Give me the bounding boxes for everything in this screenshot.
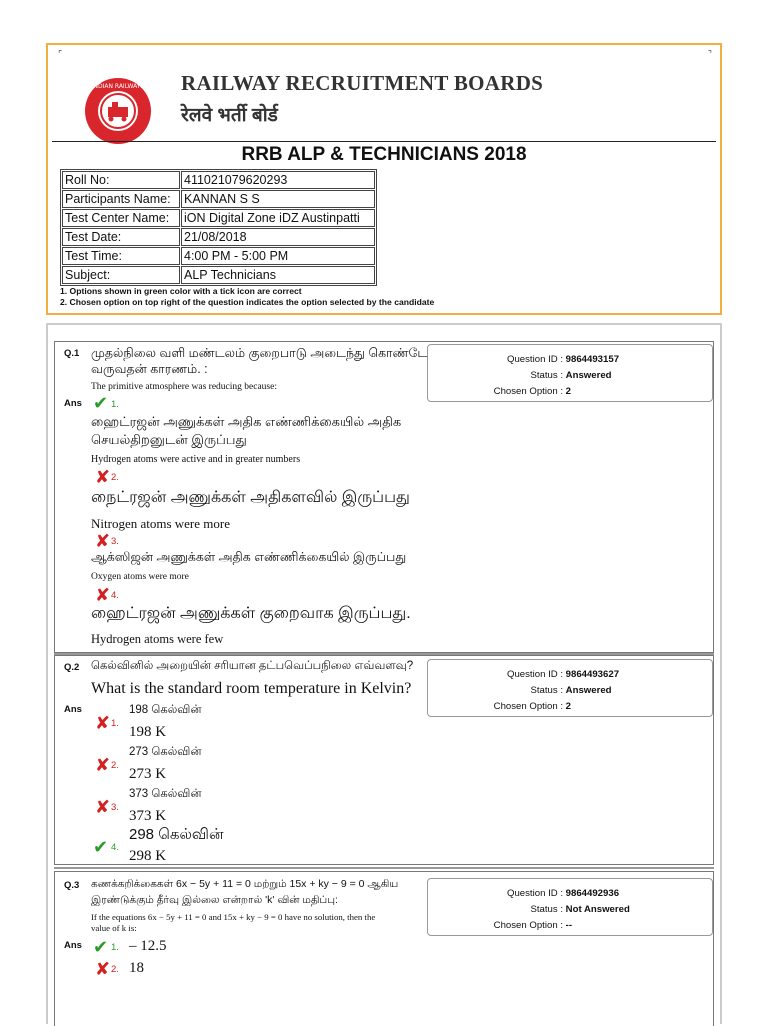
option-text-english: 298 K xyxy=(129,848,167,864)
info-row-date xyxy=(62,228,375,246)
check-icon: ✔ xyxy=(93,937,109,957)
option-number: 3. xyxy=(111,536,119,547)
option-text-tamil: நைட்ரஜன் அணுக்கள் அதிகளவில் இருப்பது xyxy=(91,489,410,506)
questions-card xyxy=(46,323,722,1024)
info-value: ALP Technicians xyxy=(181,266,375,284)
question-text-english: The primitive atmosphere was reducing because: xyxy=(91,382,277,392)
answer-label: Ans xyxy=(64,940,82,951)
option-text-english: Hydrogen atoms were few xyxy=(91,632,224,646)
status-value: Answered xyxy=(565,370,612,381)
chosen-option-label: Chosen Option : xyxy=(493,920,563,931)
option-text-english: 373 K xyxy=(129,808,167,824)
question-text-tamil: கெல்வினில் அறையின் சரியான தட்பவெப்பநிலை எவ்வளவு? xyxy=(91,660,414,672)
info-value: 411021079620293 xyxy=(181,171,375,189)
option-number: 1. xyxy=(111,718,119,729)
exam-title: RRB ALP & TECHNICIANS 2018 xyxy=(241,144,527,165)
info-label: Test Time: xyxy=(62,247,180,265)
option-text-tamil: 273 கெல்வின் xyxy=(129,746,202,758)
option-number: 2. xyxy=(111,964,119,975)
chosen-option-value: 2 xyxy=(565,701,572,712)
header-divider xyxy=(52,141,716,142)
question-text-tamil: வருவதன் காரணம். : xyxy=(91,362,208,376)
option-text-tamil: 373 கெல்வின் xyxy=(129,788,202,800)
railway-logo xyxy=(84,77,152,145)
question-text-tamil: கணக்கறிக்கைகள் 6x − 5y + 11 = 0 மற்றும் 15x + ky − 9 = 0 ஆகிய xyxy=(91,878,399,890)
board-name-hindi: रेलवे भर्ती बोर्ड xyxy=(181,105,278,126)
cross-icon: ✘ xyxy=(95,713,111,733)
cross-icon: ✘ xyxy=(95,959,111,979)
question-panel-1 xyxy=(54,341,714,653)
chosen-option-label: Chosen Option : xyxy=(493,701,563,712)
note-line: 2. Chosen option on top right of the question indicates the option selected by the candidate xyxy=(60,297,435,307)
corner-mark-left: ⌜ xyxy=(58,49,63,59)
info-label: Subject: xyxy=(62,266,180,284)
option-text-tamil: செயல்திறனுடன் இருப்பது xyxy=(91,432,247,447)
option-number: 1. xyxy=(111,399,119,410)
answer-label: Ans xyxy=(64,704,82,715)
option-number: 4. xyxy=(111,842,119,853)
option-text-english: 273 K xyxy=(129,766,167,782)
note-line: 1. Options shown in green color with a tick icon are correct xyxy=(60,286,302,296)
cross-icon: ✘ xyxy=(95,531,111,551)
cross-icon: ✘ xyxy=(95,755,111,775)
option-text-english: Hydrogen atoms were active and in greater numbers xyxy=(91,454,301,465)
option-text-tamil: ஆக்ஸிஜன் அணுக்கள் அதிக எண்ணிக்கையில் இருப்பது xyxy=(91,550,407,564)
status-value: Answered xyxy=(565,685,612,696)
option-text-english: Nitrogen atoms were more xyxy=(91,516,230,531)
candidate-info-table xyxy=(60,169,377,286)
question-meta-box xyxy=(427,878,713,936)
chosen-option-label: Chosen Option : xyxy=(493,386,563,397)
chosen-option-value: -- xyxy=(565,920,573,931)
status-value: Not Answered xyxy=(565,904,630,915)
question-number: Q.3 xyxy=(64,880,80,891)
question-number: Q.1 xyxy=(64,348,80,359)
option-number: 2. xyxy=(111,472,119,483)
status-label: Status : xyxy=(530,370,563,381)
question-id-value: 9864492936 xyxy=(565,888,620,899)
answer-label: Ans xyxy=(64,398,82,409)
question-id-value: 9864493157 xyxy=(565,354,620,365)
question-id-label: Question ID : xyxy=(507,888,563,899)
info-row-time xyxy=(62,247,375,265)
info-value: 21/08/2018 xyxy=(181,228,375,246)
question-id-label: Question ID : xyxy=(507,669,563,680)
option-number: 1. xyxy=(111,942,119,953)
question-text-tamil: இரண்டுக்கும் தீர்வு இல்லை என்றால் 'k' வின் மதிப்பு: xyxy=(91,894,338,906)
info-row-roll xyxy=(62,171,375,189)
question-text-tamil: முதல்நிலை வளி மண்டலம் குறைபாடு அடைந்து கொண்டே xyxy=(91,346,428,360)
info-label: Test Date: xyxy=(62,228,180,246)
option-number: 3. xyxy=(111,802,119,813)
option-text-tamil: ஹைட்ரஜன் அணுக்கள் குறைவாக இருப்பது. xyxy=(91,605,411,622)
option-value: – 12.5 xyxy=(129,938,167,954)
cross-icon: ✘ xyxy=(95,467,111,487)
legend-notes xyxy=(60,286,434,308)
info-value: KANNAN S S xyxy=(181,190,375,208)
status-label: Status : xyxy=(530,904,563,915)
question-id-value: 9864493627 xyxy=(565,669,620,680)
option-text-english: Oxygen atoms were more xyxy=(91,572,189,582)
option-number: 4. xyxy=(111,590,119,601)
option-text-tamil: ஹைட்ரஜன் அணுக்கள் அதிக எண்ணிக்கையில் அதிக xyxy=(91,414,402,429)
board-name-english: RAILWAY RECRUITMENT BOARDS xyxy=(181,71,544,95)
check-icon: ✔ xyxy=(93,393,109,413)
question-panel-3 xyxy=(54,871,714,1026)
question-meta-box xyxy=(427,659,713,717)
check-icon: ✔ xyxy=(93,837,109,857)
info-row-subject xyxy=(62,266,375,284)
logo-text: • INDIAN RAILWAYS • xyxy=(86,83,150,90)
info-row-center xyxy=(62,209,375,227)
status-label: Status : xyxy=(530,685,563,696)
info-label: Participants Name: xyxy=(62,190,180,208)
option-number: 2. xyxy=(111,760,119,771)
option-text-english: 198 K xyxy=(129,724,167,740)
corner-mark-right: ⌝ xyxy=(707,49,712,59)
info-value: 4:00 PM - 5:00 PM xyxy=(181,247,375,265)
option-value: 18 xyxy=(129,960,144,976)
question-panel-2 xyxy=(54,655,714,865)
chosen-option-value: 2 xyxy=(565,386,572,397)
info-row-name xyxy=(62,190,375,208)
question-id-label: Question ID : xyxy=(507,354,563,365)
info-label: Test Center Name: xyxy=(62,209,180,227)
question-text-english: What is the standard room temperature in Kelvin? xyxy=(91,680,412,697)
question-text-english: value of k is: xyxy=(91,923,137,933)
cross-icon: ✘ xyxy=(95,585,111,605)
info-value: iON Digital Zone iDZ Austinpatti xyxy=(181,209,375,227)
question-number: Q.2 xyxy=(64,662,80,673)
info-label: Roll No: xyxy=(62,171,180,189)
question-divider xyxy=(54,867,714,869)
question-text-english: If the equations 6x − 5y + 11 = 0 and 15x + ky − 9 = 0 have no solution, then the xyxy=(91,912,376,922)
option-text-tamil: 298 கெல்வின் xyxy=(129,826,224,843)
option-text-tamil: 198 கெல்வின் xyxy=(129,704,202,716)
question-meta-box xyxy=(427,344,713,402)
header-card xyxy=(46,43,722,315)
cross-icon: ✘ xyxy=(95,797,111,817)
